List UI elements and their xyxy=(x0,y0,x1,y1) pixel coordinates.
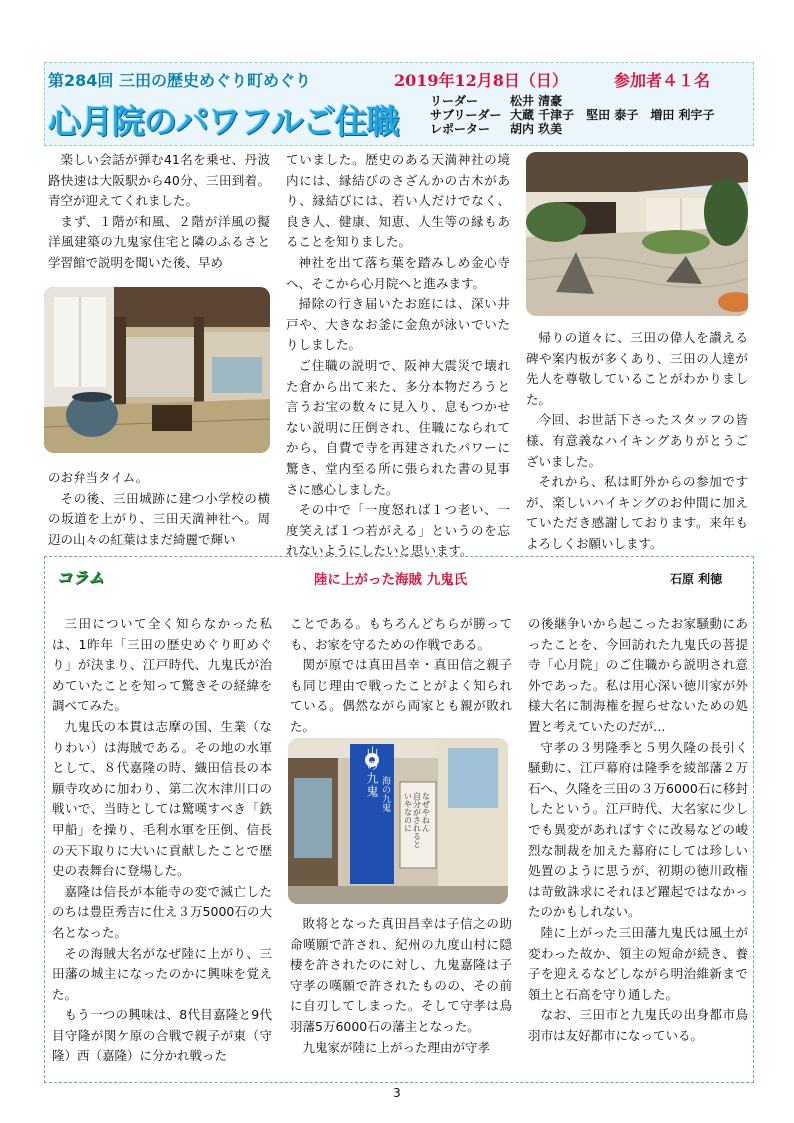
paragraph: 九鬼氏の本貫は志摩の国、生業（なりわい）は海賊である。その地の水軍として、８代嘉隆の時、織田信長の本願寺攻めに加わり、第二次木津川口の戦いで、当時としては驚嘆すべき「鉄甲船」を操り、毛利水軍を圧倒、信長の天下取りに大いに貢献したことで歴史の表舞台に登場した。 xyxy=(52,718,272,879)
signboard-text: いやなのに xyxy=(403,792,413,832)
paragraph: 守孝の３男隆季と５男久隆の長引く騒動に、江戸幕府は隆季を綾部藩２万石へ、久隆を三田の３万6000石に移封したという。江戸時代、大名家に少しでも異変があればすぐに改易などの峻烈な制裁を加えた幕府にしては珍しい処置のように思うが、初期の徳川政権は苛斂誅求にそれほど躍起ではなかったのかもしれない。 xyxy=(528,739,748,920)
paragraph: のお弁当タイム。 xyxy=(48,470,149,485)
photo-kuki-banner xyxy=(288,738,508,904)
paragraph: その後、三田城跡に建つ小学校の横の坂道を上がり、三田天満神社へ。周辺の山々の紅葉はまだ綺麗で輝い xyxy=(48,490,270,547)
paragraph: 嘉隆は信長が本能寺の変で滅亡したのちは豊臣秀吉に仕え３万5000石の大名となった。 xyxy=(52,883,272,940)
paragraph: 敗将となった真田昌幸は子信之の助命嘆願で許され、紀州の九度山村に隠棲を許されたのに対し、九鬼嘉隆は子守孝の嘆願で許されたものの、その前に自刃してしまった。そして守孝は鳥羽藩5万6000石の藩主となった。 xyxy=(290,916,512,1034)
paragraph: 掃除の行き届いたお庭には、深い井戸や、大きなお釜に金魚が泳いでいたりしました。 xyxy=(286,296,510,353)
paragraph: 楽しい会話が弾む41名を乗せ、丹波路快速は大阪駅から40分、三田到着。青空が迎えてくれました。 xyxy=(48,152,270,209)
column-author: 石原 利徳 xyxy=(670,572,723,586)
paragraph: の後継争いから起こったお家騒動にあったことを、今回訪れた九鬼氏の菩提寺「心月院」のご住職から説明され意外であった。私は用心深い徳川家が外様大名に制海権を握らせないための処置と考えていたのだが… xyxy=(528,616,748,734)
staff-role: サブリーダー xyxy=(430,108,502,122)
paragraph: 神社を出て落ち葉を踏みしめ金心寺へ、そこから心月院へと進みます。 xyxy=(286,254,510,291)
staff-names: 大蔵 千津子 堅田 泰子 増田 利宇子 xyxy=(510,108,715,122)
paragraph: ことである。もちろんどちらが勝っても、お家を守るための作戦である。 xyxy=(290,616,512,652)
article-col3 xyxy=(526,328,748,555)
header-top-line xyxy=(48,68,748,90)
participant-count: 参加者４１名 xyxy=(614,71,711,90)
column-title: 陸に上がった海賊 九鬼氏 xyxy=(314,572,468,588)
staff-names: 胡内 玖美 xyxy=(510,122,563,136)
paragraph: もう一つの興味は、8代目嘉隆と9代目守隆が関ケ原の合戦で親子が東（守隆）西（嘉隆）に分かれ戦った xyxy=(52,1007,272,1064)
paragraph: 関が原では真田昌幸・真田信之親子も同じ理由で戦ったことがよく知られている。偶然ながら両家とも親が敗れた。 xyxy=(290,657,512,734)
banner-text: 山の九鬼 xyxy=(365,746,379,798)
column-col3 xyxy=(528,614,748,1046)
staff-names: 松井 清豪 xyxy=(510,94,563,108)
paragraph: 九鬼家が陸に上がった理由が守孝 xyxy=(302,1039,491,1055)
banner-text: 海の九鬼 xyxy=(380,776,390,812)
photo-shingetsuin-garden xyxy=(526,152,748,316)
paragraph: 陸に上がった三田藩九鬼氏は風土が変わった故か、領主の短命が続き、養子を迎えるなどしながら明治維新まで領土と石高を守り通した。 xyxy=(528,924,748,1002)
staff-role: レポーター xyxy=(430,122,491,136)
article-col2 xyxy=(286,150,510,562)
paragraph: 帰りの道々に、三田の偉人を讃える碑や案内板が多くあり、三田の人達が先人を尊敬していることがわかりました。 xyxy=(526,330,748,407)
page-number: 3 xyxy=(393,1086,401,1100)
paragraph: 今回、お世話下さったスタッフの皆様、有意義なハイキングありがとうございました。 xyxy=(526,412,748,469)
signboard-text: 自分がされると xyxy=(412,792,422,848)
article-col1-top xyxy=(48,150,270,274)
column-label: コラム xyxy=(56,568,104,587)
paragraph: それから、私は町外からの参加ですが、楽しいハイキングのお仲間に加えていただき感謝しております。来年もよろしくお願いします。 xyxy=(526,474,748,551)
staff-role: リーダー xyxy=(430,94,479,108)
signboard-text: なぜやねん xyxy=(421,792,431,832)
series-title: 第284回 三田の歴史めぐり町めぐり xyxy=(48,71,311,90)
event-date: 2019年12月8日（日） xyxy=(394,71,568,90)
paragraph: 三田について全く知らなかった私は、1昨年「三田の歴史めぐり町めぐり」が決まり、江戸時代、九鬼氏が治めていたことを知って驚きその経緯を調べてみた。 xyxy=(52,616,272,714)
paragraph: なお、三田市と九鬼氏の出身都市鳥羽市は友好都市になっている。 xyxy=(528,1007,748,1043)
article-title: 心月院のパワフルご住職 xyxy=(48,102,399,141)
column-col2-bottom xyxy=(290,914,512,1058)
column-col1 xyxy=(52,614,272,1067)
article-col1-bottom xyxy=(48,468,270,550)
photo-kuki-house-interior xyxy=(44,287,270,453)
column-col2-top xyxy=(290,614,512,738)
paragraph: その海賊大名がなぜ陸に上がり、三田藩の城主になったのかに興味を覚えた。 xyxy=(52,945,272,1002)
paragraph: まず、１階が和風、２階が洋風の擬洋風建築の九鬼家住宅と隣のふるさと学習館で説明を聞いた後、早め xyxy=(48,213,270,270)
paragraph: ご住職の説明で、阪神大震災で壊れた倉から出て来た、多分本物だろうと言うお宝の数々に見入り、息もつかせない説明に圧倒され、住職になられてから、自費で寺を再建されたパワーに驚き、堂内至る所に張られた書の見事さに感心しました。 xyxy=(286,357,510,497)
paragraph: ていました。歴史のある天満神社の境内には、縁結びのさざんかの古木があり、縁結びには、若い人だけでなく、良き人、健康、知恵、人生等の縁もあることを知りました。 xyxy=(286,152,510,250)
paragraph: その中で「一度怒れば１つ老い、一度笑えば１つ若がえる」というのを忘れないようにしたいと思います。 xyxy=(286,502,510,559)
